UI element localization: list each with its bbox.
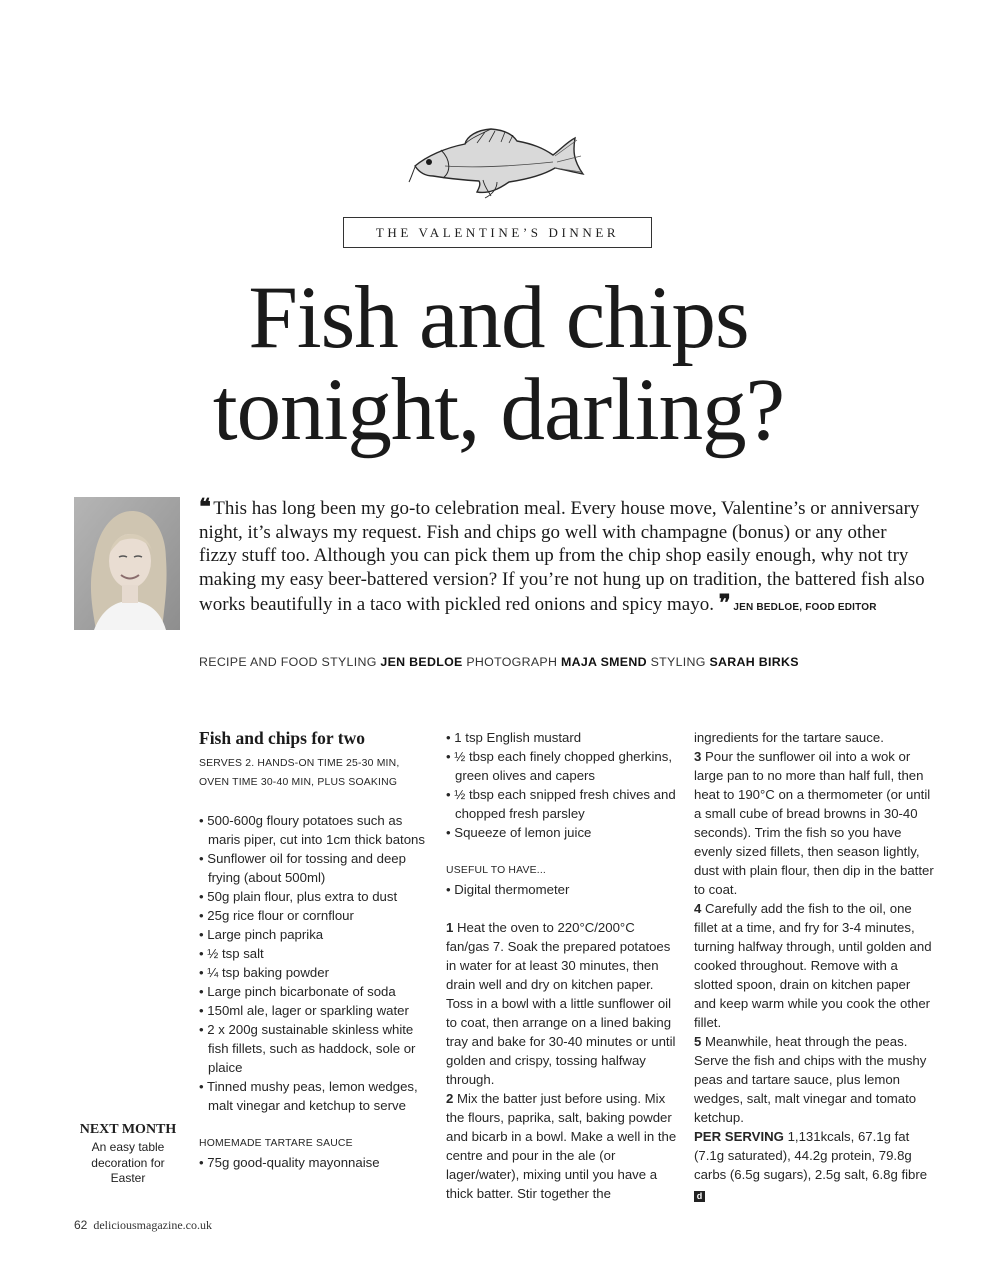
ingredient-item: • Large pinch paprika	[199, 927, 324, 942]
tartare-item: • Squeeze of lemon juice	[446, 825, 592, 840]
headline	[0, 269, 997, 459]
tartare-item: • 1 tsp English mustard	[446, 730, 582, 745]
tartare-item: • ½ tbsp each snipped fresh chives and chopped fresh parsley	[446, 787, 676, 821]
step-text: Pour the sunflower oil into a wok or large pan to no more than half full, then heat to 190°C on a thermometer (or until a small cube of bread browns in 30-40 seconds). Trim the fish so you have evenly sized fillets, then season lightly, dust with plain flour, then dip in the batter to coat.	[694, 749, 934, 897]
footer-site: deliciousmagazine.co.uk	[93, 1218, 212, 1232]
method-step-4	[694, 899, 934, 1032]
method-step-2-continued: ingredients for the tartare sauce.	[694, 730, 884, 745]
ingredient-item: • ¼ tsp baking powder	[199, 965, 329, 980]
recipe-column-1	[199, 728, 431, 1172]
method-step-5	[694, 1032, 934, 1127]
recipe-column-2	[446, 728, 681, 1203]
recipe-column-3	[694, 728, 934, 1203]
ingredient-item: • 25g rice flour or cornflour	[199, 908, 354, 923]
useful-list	[446, 880, 681, 899]
step-number: 2	[446, 1091, 454, 1106]
headline-line-1: Fish and chips	[248, 269, 749, 367]
step-number: 3	[694, 749, 702, 764]
recipe-meta: SERVES 2. HANDS-ON TIME 25-30 MIN, OVEN TIME 30-40 MIN, PLUS SOAKING	[199, 758, 400, 788]
credit-styling-name: SARAH BIRKS	[709, 655, 799, 669]
credit-photo-name: MAJA SMEND	[561, 655, 647, 669]
intro-quote	[199, 495, 929, 620]
useful-heading: USEFUL TO HAVE...	[446, 865, 547, 876]
step-number: 1	[446, 920, 454, 935]
step-text: Meanwhile, heat through the peas. Serve the fish and chips with the mushy peas and tartare sauce, plus lemon wedges, salt, malt vinegar and tomato ketchup.	[694, 1034, 927, 1125]
nutrition-text: 1,131kcals, 67.1g fat (7.1g saturated), 44.2g protein, 79.8g carbs (6.5g sugars), 2.5g salt, 6.8g fibre	[694, 1129, 928, 1182]
next-month-teaser	[78, 1123, 178, 1187]
open-quote-mark: ❝	[199, 494, 209, 519]
tartare-item: • 75g good-quality mayonnaise	[199, 1155, 380, 1170]
nutrition-info	[694, 1127, 934, 1203]
intro-text: This has long been my go-to celebration meal. Every house move, Valentine’s or anniversary night, it’s always my request. Fish and chips go well with champagne (bonus) or any other fizzy stuff too. Although you can pick them up from the chip shop easily enough, why not try making my easy beer-battered version? If you’re not hung up on tradition, the battered fish also works beautifully in a taco with pickled red onions and spicy mayo.	[199, 498, 925, 616]
credit-recipe-label: RECIPE AND FOOD STYLING	[199, 655, 377, 669]
credit-styling-label: STYLING	[650, 655, 706, 669]
ingredient-item: • 500-600g floury potatoes such as maris piper, cut into 1cm thick batons	[199, 813, 425, 847]
step-text: Mix the batter just before using. Mix the flours, paprika, salt, baking powder and bicarb in a bowl. Make a well in the centre and pour in the ale (or lager/water), mixing until you have a thick batter. Stir together the	[446, 1091, 677, 1201]
ingredient-item: • Tinned mushy peas, lemon wedges, malt vinegar and ketchup to serve	[199, 1079, 418, 1113]
ingredient-item: • ½ tsp salt	[199, 946, 264, 961]
section-kicker: THE VALENTINE’S DINNER	[343, 217, 652, 248]
useful-item: • Digital thermometer	[446, 882, 570, 897]
tartare-item: • ½ tbsp each finely chopped gherkins, green olives and capers	[446, 749, 673, 783]
step-number: 4	[694, 901, 702, 916]
credit-recipe-name: JEN BEDLOE	[380, 655, 463, 669]
method-step-3	[694, 747, 934, 899]
ingredient-item: • 150ml ale, lager or sparkling water	[199, 1003, 409, 1018]
author-portrait	[74, 497, 180, 630]
tartare-list-continued	[446, 728, 681, 842]
ingredient-item: • 50g plain flour, plus extra to dust	[199, 889, 398, 904]
tartare-list	[199, 1153, 431, 1172]
credits-line	[199, 655, 939, 669]
intro-attribution: JEN BEDLOE, FOOD EDITOR	[733, 602, 877, 614]
method-step-1	[446, 918, 681, 1089]
headline-line-2: tonight, darling?	[212, 361, 785, 459]
step-text: Heat the oven to 220°C/200°C fan/gas 7. Soak the prepared potatoes in water for at least 30 minutes, then drain well and dry on kitchen paper. Toss in a bowl with a little sunflower oil to coat, then arrange on a lined baking tray and bake for 30-40 minutes or until golden and crispy, tossing halfway through.	[446, 920, 676, 1087]
method-step-2	[446, 1089, 681, 1203]
nutrition-label: PER SERVING	[694, 1129, 784, 1144]
step-number: 5	[694, 1034, 702, 1049]
fish-illustration	[405, 126, 591, 206]
ingredient-list	[199, 811, 431, 1115]
end-mark-icon: d	[694, 1191, 705, 1202]
page-number: 62	[74, 1218, 88, 1232]
tartare-heading: HOMEMADE TARTARE SAUCE	[199, 1138, 353, 1149]
recipe-title: Fish and chips for two	[199, 728, 365, 748]
credit-photo-label: PHOTOGRAPH	[466, 655, 558, 669]
close-quote-mark: ❞	[718, 590, 729, 616]
step-text: Carefully add the fish to the oil, one fillet at a time, and fry for 3-4 minutes, turning halfway through, until golden and cooked throughout. Remove with a slotted spoon, drain on kitchen paper and keep warm while you cook the other fillet.	[694, 901, 932, 1030]
ingredient-item: • Large pinch bicarbonate of soda	[199, 984, 396, 999]
page-footer	[74, 1218, 212, 1233]
ingredient-item: • Sunflower oil for tossing and deep frying (about 500ml)	[199, 851, 406, 885]
next-month-description: An easy table decoration for Easter	[91, 1140, 165, 1185]
ingredient-item: • 2 x 200g sustainable skinless white fish fillets, such as haddock, sole or plaice	[199, 1022, 416, 1075]
next-month-title: NEXT MONTH	[79, 1122, 177, 1137]
